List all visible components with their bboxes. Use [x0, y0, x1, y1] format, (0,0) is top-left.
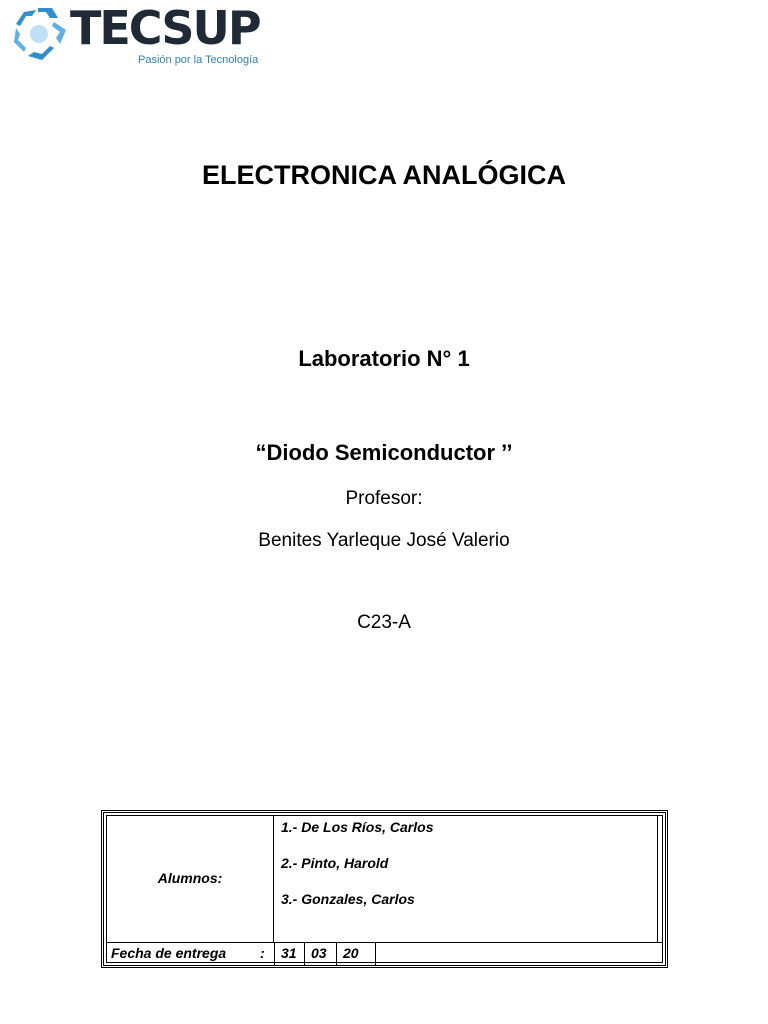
- course-title: ELECTRONICA ANALÓGICA: [202, 160, 566, 190]
- student-name: 1.- De Los Ríos, Carlos: [281, 819, 434, 835]
- delivery-date-label: Fecha de entrega: [111, 945, 227, 961]
- students-label-cell: [107, 816, 274, 942]
- student-name: 3.- Gonzales, Carlos: [281, 891, 415, 907]
- students-table: [101, 810, 668, 968]
- logo-tagline: Pasión por la Tecnología: [138, 54, 259, 66]
- student-name: 2.- Pinto, Harold: [281, 855, 389, 871]
- teacher-name: Benites Yarleque José Valerio: [258, 530, 510, 551]
- lab-number: Laboratorio N° 1: [298, 346, 470, 371]
- students-label: Alumnos:: [157, 870, 223, 886]
- teacher-label: Profesor:: [345, 488, 423, 509]
- logo-wordmark: TECSUP: [70, 1, 260, 55]
- delivery-date-separator: :: [260, 945, 265, 961]
- section-code: C23-A: [357, 612, 411, 633]
- delivery-date-month: 03: [304, 943, 336, 965]
- students-table-inner: [106, 815, 663, 963]
- students-list-cell: [274, 816, 658, 942]
- tecsup-logo: [8, 1, 268, 70]
- lab-topic: “Diodo Semiconductor ’’: [255, 440, 513, 465]
- delivery-date-row: [107, 942, 662, 965]
- delivery-date-year: 20: [336, 943, 376, 965]
- delivery-date-day: 31: [274, 943, 304, 965]
- recycle-arrows-icon: [8, 4, 72, 64]
